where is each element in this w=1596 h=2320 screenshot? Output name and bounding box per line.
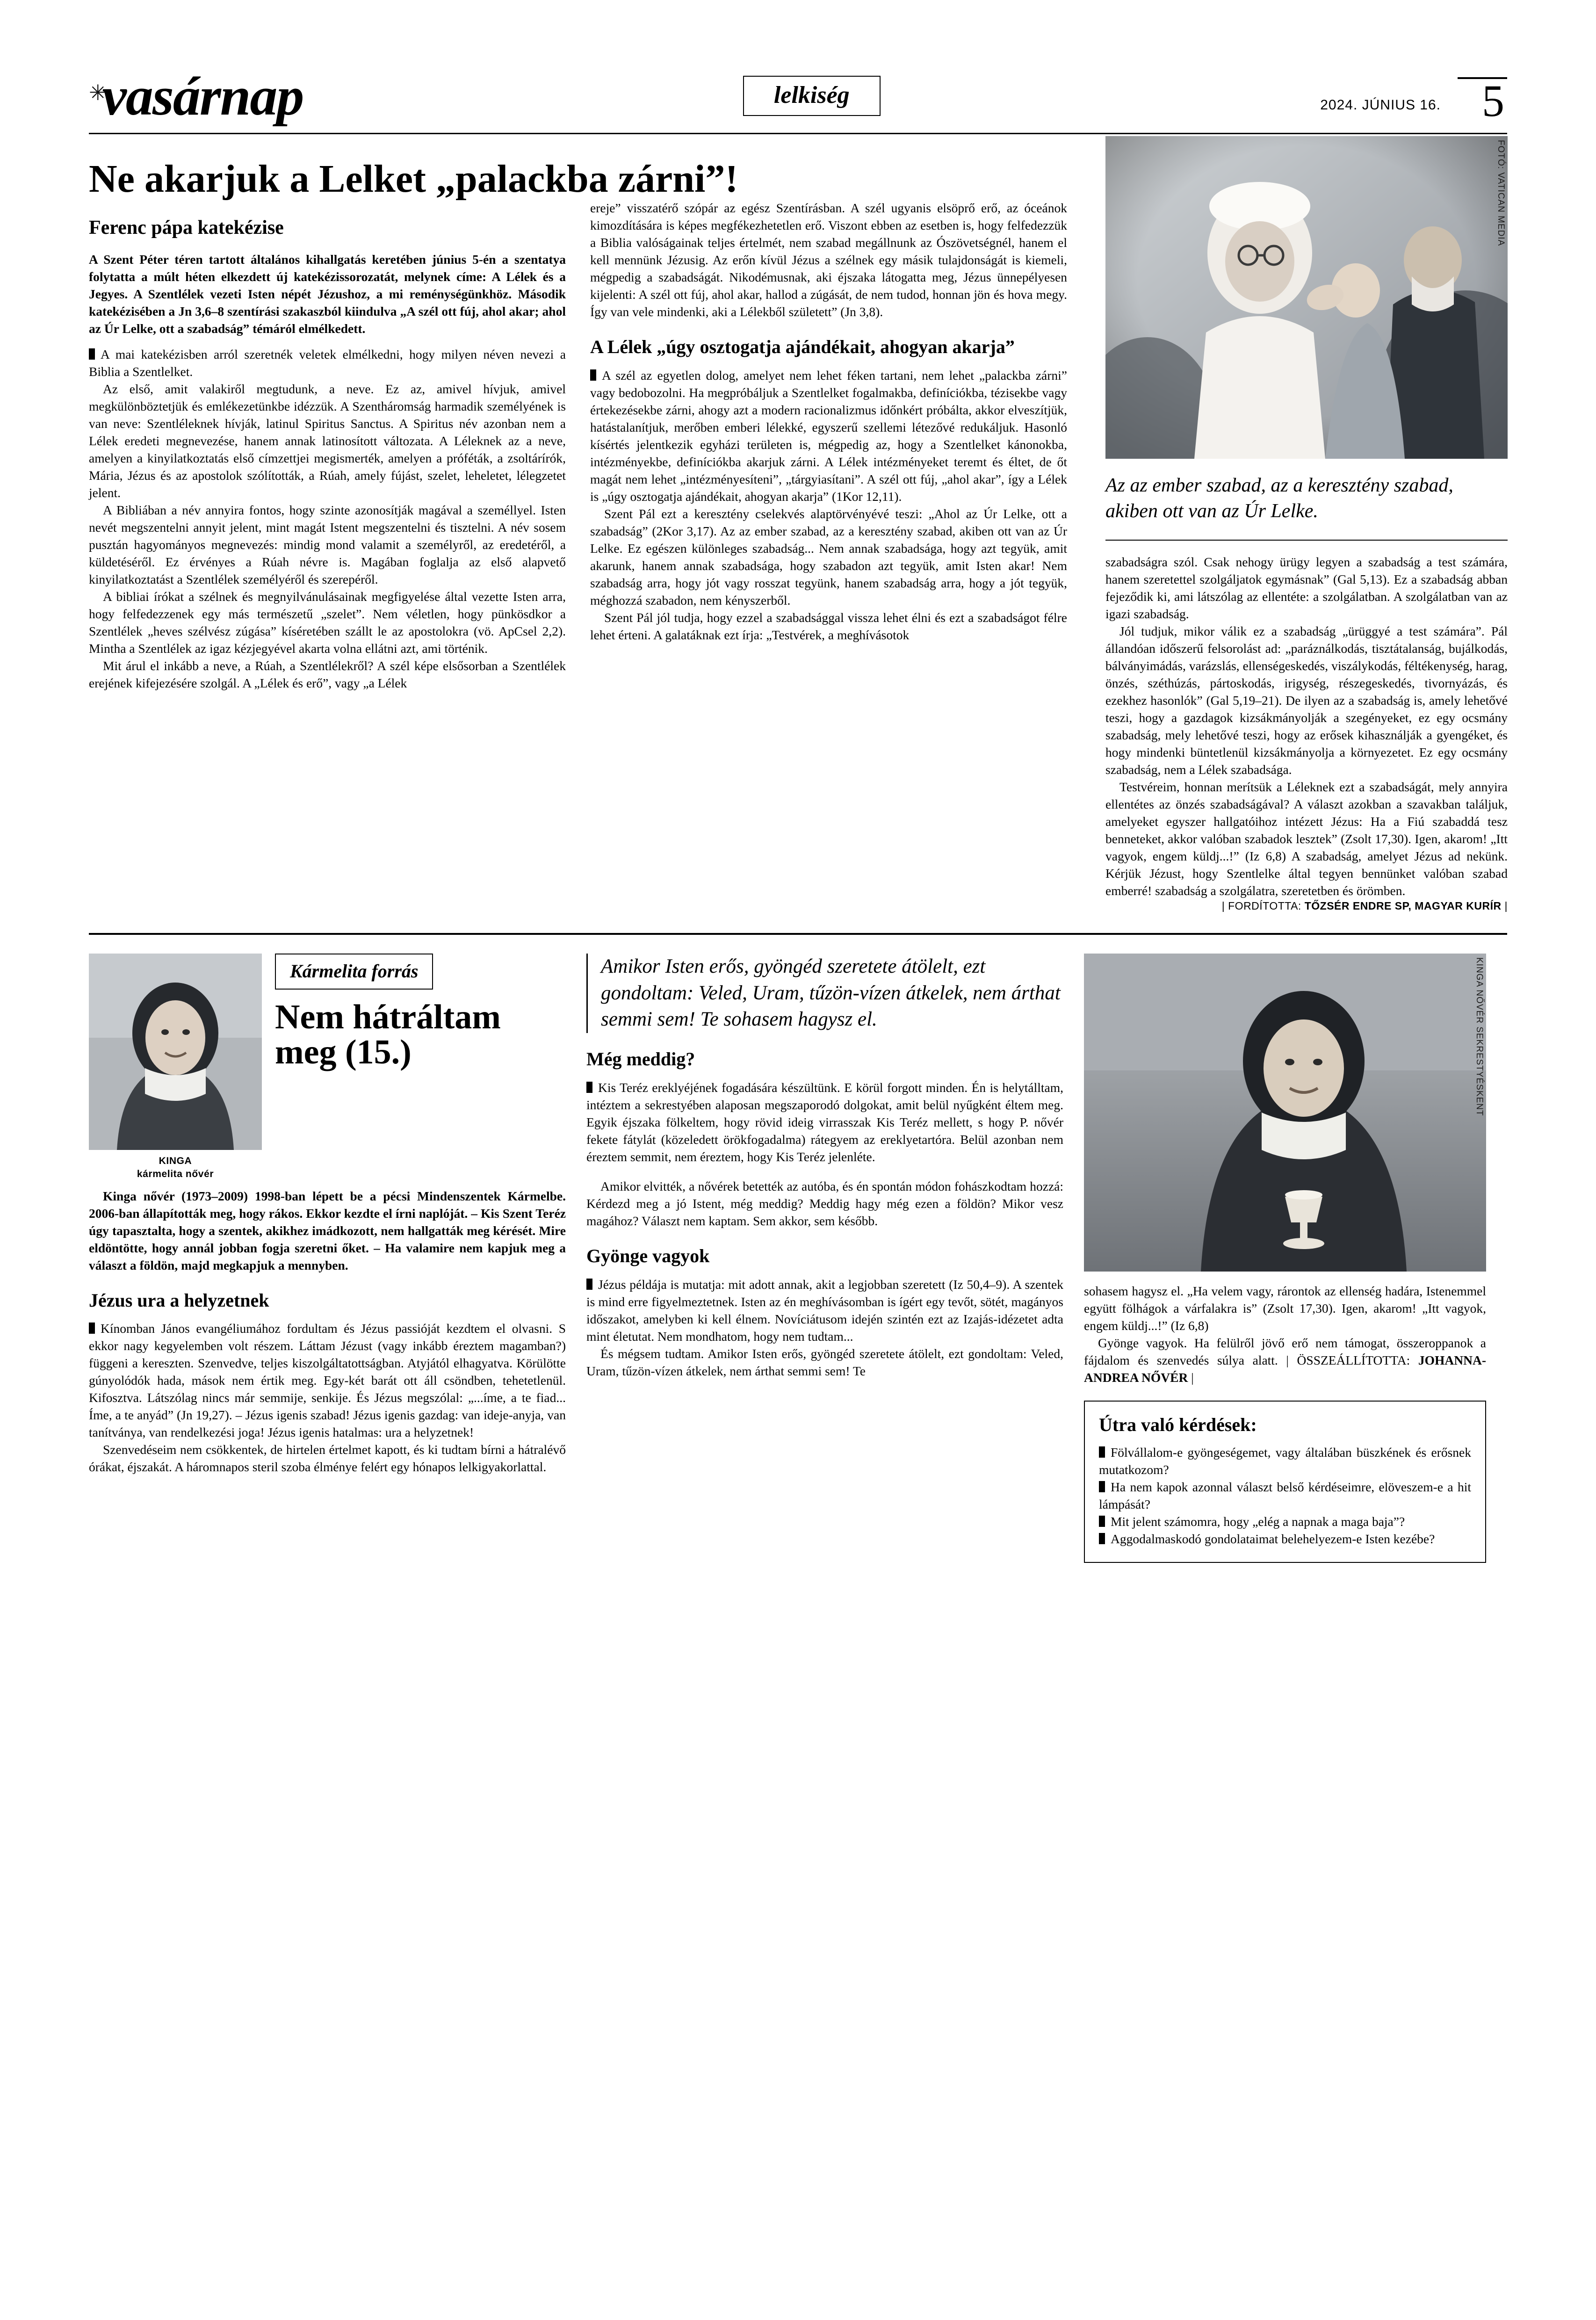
karmelita-paragraph: Kínomban János evangéliumához fordultam és Jézus passióját kezdtem el olvasni. S ekkor nagy kegyelemben volt részem. Láttam Jézust (vagy inkább éreztem magamban?) függeni a kereszten. Szenvedve, teljes kiszolgáltatottságban. Atyjától elhagyatva. Körülötte gúnyolódók hada, mások nem értik meg. Egy-két barát ott áll csöndben, tehetetlenül. Kifosztva. Látszólag nincs már semmije, senkije. És Jézus megszólal: „...íme, a te fiad... Íme, a te anyád” (Jn 19,27). – Jézus igenis szabad! Jézus igenis gazdag: van ideje-anyja, van tanítványa, van rendelkezési joga! Jézus igenis hatalmas: ura a helyzetnek! (89, 1321, 566, 1440)
bullet-square-icon (586, 1082, 592, 1093)
main-article-left (89, 136, 1085, 912)
karmelita-pull-quote: Amikor Isten erős, gyöngéd szeretete átölelt, ezt gondoltam: Veled, Uram, tűzön-vízen átkelek, nem árthat semmi sem! Te sohasem hagysz el. (586, 954, 1063, 1033)
bullet-square-icon (89, 1323, 95, 1334)
article-paragraph: Szent Pál jól tudja, hogy ezzel a szabadsággal vissza lehet élni és ezt a szabadságot félre lehet érteni. A galatáknak ezt írja: „Testvérek, a meghívásotok (590, 610, 1067, 642)
masthead-logo (89, 65, 303, 127)
pope-photo (1105, 136, 1508, 459)
karmelita-paragraph: És mégsem tudtam. Amikor Isten erős, gyöngéd szeretete átölelt, ezt gondoltam: Veled, Uram, tűzön-vízen átkelek, nem árthat semmi sem! Te (586, 1346, 1063, 1378)
karmelita-title: Nem hátráltam meg (15.) (275, 997, 501, 1072)
article-column-2 (590, 200, 1067, 692)
karmelita-subheading-1: Jézus ura a helyzetnek (89, 1289, 269, 1311)
section-divider (89, 933, 1507, 935)
section-badge: lelkiség (743, 76, 881, 116)
bullet-square-icon (586, 1279, 592, 1290)
karmelita-intro: Kinga nővér (1973–2009) 1998-ban lépett be a pécsi Mindenszentek Kármelbe. 2006-ban állapították meg, hogy rákos. Ekkor kezdte el írni naplóját. – Kis Szent Teréz úgy tapasztalta, hogy a szentek, akikhez imádkozott, nem hallgatták meg kérését. Mire eldöntötte, hogy annál jobban fogja szeretni őket. – Ha valamire nem kapjuk meg a választ a földön, majd megkapjuk a mennyben. (89, 1188, 566, 1272)
article-paragraph: ereje” visszatérő szópár az egész Szentírásban. A szél ugyanis elsöprő erő, az óceánok kimozdítására is képes megfékezhetetlen erő. Viszont ebben az esetben is, hogy felfedezzük a Biblia valóságainak teljes értelmét, nem szabad megállnunk az Ószövetségnél, hanem el kell mennünk Jézusig. Az erőn kívül Jézus a szélnek egy másik tulajdonságát is kiemeli, mégpedig a szabadságát. Nikodémusnak, aki éjszaka látogatta meg, Jézus ünnepélyesen kijelenti: A szél ott fúj, ahol akar, hallod a zúgását, de nem tudod, honnan jön és hova megy. Így van vele mindenki, aki a Lélekből született” (Jn 3,8). (590, 201, 1067, 319)
questions-box (1084, 1401, 1486, 1563)
article-lead: A Szent Péter téren tartott általános kihallgatás keretében június 5-én a szentatya folytatta a múlt héten elkezdett új katekézissorozatát, melynek címe: A Lélek és a Jegyes. A Szentlélek vezeti Isten népét Jézushoz, a mi reménységünkhöz. Második katekézisében a Jn 3,6–8 szentírási szakaszból kiindulva „A szél ott fúj, ahol akar; ahol az Úr Lelke, ott a szabadság” témáról elmélkedett. (89, 252, 566, 336)
masthead-meta (1320, 75, 1507, 126)
page-title: Ne akarjuk a Lelket „palackba zárni”! (89, 157, 738, 201)
article-paragraph: Jól tudjuk, mikor válik ez a szabadság „ürüggyé a test számára”. Pál állandóan időszerű felsorolást ad: „paráználkodás, tisztátalanság, bujálkodás, bálványimádás, varázslás, ellenségeskedés, viszálykodás, féltékenység, harag, önzés, széthúzás, pártoskodás, irigység, részegeskedés, tivornyázás, és ezekhez hasonlók” (Gal 5,19–21). De ilyen az a szabadság is, amely lehetővé teszi, hogy a gazdagok kizsákmányolják a szegényeket, ez egy ocsmány szabadság, mely lehetővé teszi, hogy az erősek kihasználják a gyengéket, és hogy mindenki büntetlenül kizsákmányolja a környezetet. Ez egy ocsmány szabadság, nem a Lélek szabadsága. (1105, 624, 1508, 777)
nun-sacristy-photo (1084, 954, 1486, 1272)
article-columns (89, 200, 1085, 692)
photo-credit: FOTÓ: VATICAN MEDIA (1496, 140, 1506, 246)
article-column-1 (89, 200, 566, 692)
pope-photo-image (1105, 136, 1508, 459)
article-paragraph: A bibliai írókat a szélnek és megnyilvánulásainak megfigyelése által vezette Isten arra, hogy felfedezzenek egy más természetű „szelet”. Nem véletlen, hogy pünkösdkor a Szentlélek „heves szélvész zúgása” kíséretében szállt le az apostolokra (vö. ApCsel 2,2). Mintha a Szentlélek az igaz kézjegyével akarta volna ellátni azt, ami történik. (89, 589, 566, 656)
article-paragraph: szabadságra szól. Csak nehogy ürügy legyen a szabadság a test számára, hanem szeretettel szolgáljatok egymásnak” (Gal 5,13). Ez a szabadság abban fejeződik ki, ami látszólag az ellentéte: a szolgálatban. A szolgálatban van az igazi szabadság. (1105, 555, 1508, 622)
bullet-square-icon (1099, 1481, 1105, 1492)
question-item: Ha nem kapok azonnal választ belső kérdéseimre, elöveszem-e a hit lámpását? (1099, 1479, 1471, 1511)
bullet-square-icon (1099, 1446, 1105, 1458)
bullet-square-icon (89, 348, 95, 360)
bullet-square-icon (1099, 1533, 1105, 1544)
article-paragraph: Az első, amit valakiről megtudunk, a neve. Ez az, amivel hívjuk, amivel megkülönböztetjük és emlékezetünkbe idézzük. A Szentháromság harmadik személyének is van neve: Szentléleknek hívják, latinul Spiritus Sanctus. A Spiritus név azonban nem a Lélek eredeti megnevezése, hanem annak latinosított változata. A Léleknek az a neve, amelyen a kinyilatkoztatás első címzettjei megismerték, amelyen a próféták, a zsoltárírók, Mária, Jézus és az apostolok szólították, a Rúah, amely fújást, szelet, leheletet, lélegzetet jelent. (89, 382, 566, 500)
karmelita-column-1 (89, 954, 566, 1563)
nun-name: KINGA (159, 1155, 192, 1166)
questions-heading: Útra való kérdések: (1099, 1414, 1257, 1435)
karmelita-paragraph: Kis Teréz ereklyéjének fogadására készültünk. E körül forgott minden. Én is helytálltam, intéztem a sekrestyében alaposan megszaporodó dolgokat, amit belül nyűgként éltem meg. Egyik éjszaka fölkeltem, hogy rövid ideig virrasszak Kis Teréz mellett, s hogy P. nővér fekete fátylát (közeledett örökfogadalma) rátegyem az ereklyetartóra. Belül azonban nem éreztem semmit, nem éreztem, hogy Kis Teréz jelenléte. (586, 1080, 1063, 1164)
karmelita-paragraph: Szenvedéseim nem csökkentek, de hirtelen értelmet kapott, és ki tudtam bírni a hátralévő órákat, éjszakát. A háromnapos steril szoba élménye felért egy hónapos lelkigyakorlattal. (89, 1442, 566, 1474)
article-source: | FORDÍTOTTA: TŐZSÉR ENDRE SP, MAGYAR KURÍR | (1221, 899, 1508, 912)
article-paragraph: Mit árul el inkább a neve, a Rúah, a Szentlélekről? A szél képe elsősorban a Szentlélek erejének kifejezésére szolgál. A „Lélek és erő”, vagy „a Lélek (89, 658, 566, 690)
nun-photo-wrap (89, 954, 262, 1181)
sparkle-icon: ✳ (89, 81, 107, 105)
issue-date: 2024. JÚNIUS 16. (1320, 97, 1441, 113)
nun-photo-image (89, 954, 262, 1150)
karmelita-paragraph: Amikor elvitték, a nővérek betették az autóba, és én spontán módon fohászkodtam hozzá: Kérdezd meg a jó Istent, még meddig? Meddig hagy még ezen a földön? Mikor vesz magához? Választ nem kaptam. Sem akkor, sem később. (586, 1178, 1063, 1228)
question-item: Mit jelent számomra, hogy „elég a napnak a maga baja”? (1099, 1513, 1471, 1531)
question-item: Fölvállalom-e gyöngeségemet, vagy általában büszkének és erősnek mutatkozom? (1099, 1445, 1471, 1477)
article-paragraph: A Bibliában a név annyira fontos, hogy szinte azonosítják magával a személlyel. Isten nevét megszentelni annyit jelent, mint magát Istent megszentelni és tisztelni. A név sosem pusztán hagyományos megnevezés: mindig mond valamit a személyről, az eredetéről, a küldetéséről. Ez érvényes a Rúah névre is. Magában foglalja az első alapvető kinyilatkoztatást a Szentlélek személyéről és szerepéről. (89, 503, 566, 586)
karmelita-subheading-2: Még meddig? (586, 1048, 695, 1070)
karmelita-paragraph: Jézus példája is mutatja: mit adott annak, akit a legjobban szeretett (Iz 50,4–9). A szentek is mind erre figyelmeztetnek. Isten az én meghívásomban is ígért egy tevőt, sötét, magányos időszakot, amelyben ki kell élnem. Novíciátusom idején szintén ezt az Izajás-idézetet adta mint életutat. Nem mondhatom, hogy nem tudtam... (586, 1277, 1063, 1344)
nun-role: kármelita nővér (137, 1169, 214, 1180)
bullet-square-icon (590, 369, 596, 381)
karmelita-article (89, 954, 1507, 1563)
bullet-square-icon (1099, 1516, 1105, 1527)
nun-photo-caption (89, 1155, 262, 1181)
photo-credit: KINGA NŐVÉR SEKRESTYÉSKENT (1474, 957, 1484, 1116)
question-item: Aggodalmaskodó gondolataimat belehelyezem-e Isten kezébe? (1099, 1531, 1471, 1548)
publication-title: vasárnap (102, 65, 303, 127)
article-paragraph: A szél az egyetlen dolog, amelyet nem lehet féken tartani, nem lehet „palackba zárni” vagy bedobozolni. Ha megpróbáljuk a Szentlelket fogalmakba, definíciókba, tézisekbe vagy értekezésekbe zárni, ahogy azt a modern racionalizmus időnkért próbálta, akkor elveszítjük, hatástalanítjuk, merőben emberi lélekké, egyszerű szellemi létezővé redukáljuk. Hasonló kísértés jelentkezik egyházi területen is, mégpedig az, hogy a Szentlelket kánonokba, intézményekbe, definíciókba akarjuk zárni. A Lélek intézményeket teremt és éltet, de őt magát nem lehet „intézményesíteni”, „tárgyiasítani”. A szél ott fúj, „ahol akar”, így a Lélek is „úgy osztogatja ajándékait, ahogyan akarja” (1Kor 12,11). (590, 368, 1067, 504)
karmelita-paragraph: sohasem hagysz el. „Ha velem vagy, rárontok az ellenség hadára, Istenemmel együtt fölhágok a várfalakra is” (Zsolt 17,30). Igen, akarom! „Itt vagyok, engem küldj...!” (Iz 6,8) (1084, 1283, 1486, 1333)
article-subheading: A Lélek „úgy osztogatja ajándékait, ahogyan akarja” (590, 336, 1015, 358)
nun-photo (89, 954, 262, 1150)
main-article-right (1105, 136, 1508, 912)
karmelita-kicker: Kármelita forrás (275, 954, 433, 990)
page-number: 5 (1458, 77, 1507, 120)
article-paragraph: Testvéreim, honnan merítsük a Léleknek ezt a szabadságát, mely annyira ellentétes az önzés szabadságával? A választ azokban a szavakban találjuk, amelyeket egyszer hallgatóihoz intézett Jézus: Ha a Fiú szabaddá tesz benneteket, akkor valóban szabadok lesztek” (Zsolt 17,30). Igen, akarom! „Itt vagyok, engem küldj...!” (Iz 6,8) A szabadság, amelyet Jézus ad nekünk. Kérjük Jézust, hogy Szentlelke által tegyen bennünket valóban szabad emberré! szabadság a szolgálatra, szeretetben és örömben. (1105, 780, 1508, 898)
karmelita-column-2 (586, 954, 1063, 1563)
pull-quote: Az az ember szabad, az a keresztény szabad, akiben ott van az Úr Lelke. (1105, 459, 1508, 541)
article-paragraph: Szent Pál ezt a keresztény cselekvés alaptörvényévé teszi: „Ahol az Úr Lelke, ott a szabadság” (2Kor 3,17). Az az ember szabad, az a keresztény szabad, akiben ott van az Úr Lelke. Ez egészen különleges szabadság... Nem annak szabadsága, hogy azt tegyük, amit akarunk, hanem annak szabadsága, hogy szabadon azt tegyük, amit Isten akar! Nem szabadság arra, hogy jót vagy rosszat tegyünk, hanem szabadság arra, hogy a jót tegyük, méghozzá szabadon, nem kényszerből. (590, 506, 1067, 607)
karmelita-subheading-3: Gyönge vagyok (586, 1245, 710, 1266)
karmelita-header (89, 954, 566, 1181)
section-badge-wrap (303, 76, 1320, 123)
article-column-3 (1105, 554, 1508, 912)
masthead (89, 65, 1507, 134)
karmelita-title-block (275, 954, 566, 1070)
karmelita-column-3 (1084, 954, 1486, 1563)
nun-sacristy-photo-image (1084, 954, 1486, 1272)
article-byline: Ferenc pápa katekézise (89, 217, 284, 239)
main-article (89, 136, 1507, 912)
karmelita-paragraph: Gyönge vagyok. Ha felülről jövő erő nem támogat, összeroppanok a fájdalom és szenvedés súlya alatt. | ÖSSZEÁLLÍTOTTA: JOHANNA-ANDREA NŐVÉR | (1084, 1335, 1486, 1385)
article-paragraph: A mai katekézisben arról szeretnék veletek elmélkedni, hogy milyen néven nevezi a Biblia a Szentlelket. (89, 347, 566, 379)
